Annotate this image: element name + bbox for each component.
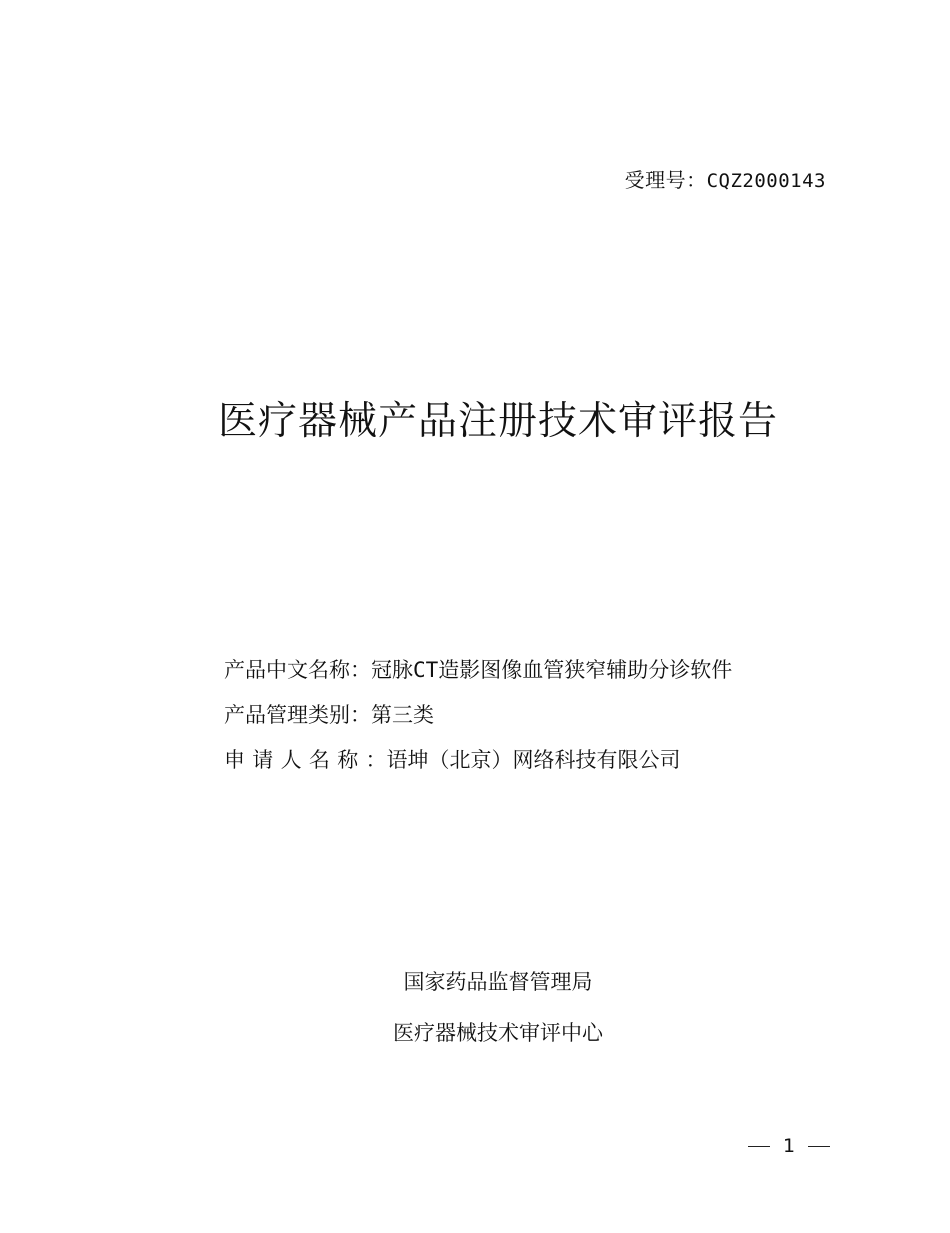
info-colon: ： [350,703,371,727]
page-dash-right [808,1146,830,1147]
info-row-applicant [224,738,732,783]
info-colon: ： [365,748,387,772]
report-title: 医疗器械产品注册技术审评报告 [217,399,778,444]
page-number [748,1135,830,1157]
info-colon: ： [350,658,371,682]
info-value-category: 第三类 [371,703,434,727]
info-label: 产品中文名称 [224,658,350,682]
info-label: 申请人名称 [224,748,366,772]
acceptance-value: CQZ2000143 [706,170,826,192]
info-row-product-name [224,648,732,693]
product-info [224,648,732,783]
info-row-category [224,693,732,738]
info-value-part: 造影图像血管狭窄辅助分诊软件 [438,658,733,682]
info-label: 产品管理类别 [224,703,350,727]
acceptance-label: 受理号： [624,168,707,192]
page-dash-left [748,1146,770,1147]
info-value-applicant: 语坤（北京）网络科技有限公司 [386,748,681,772]
issuer-line-2: 医疗器械技术审评中心 [393,1021,603,1045]
info-value-product-name [371,658,732,682]
issuer-line-1: 国家药品监督管理局 [403,970,593,994]
info-value-part: CT [413,658,439,682]
info-value-part: 冠脉 [371,658,413,682]
acceptance-number [625,164,826,193]
page-number-value: 1 [782,1135,796,1157]
